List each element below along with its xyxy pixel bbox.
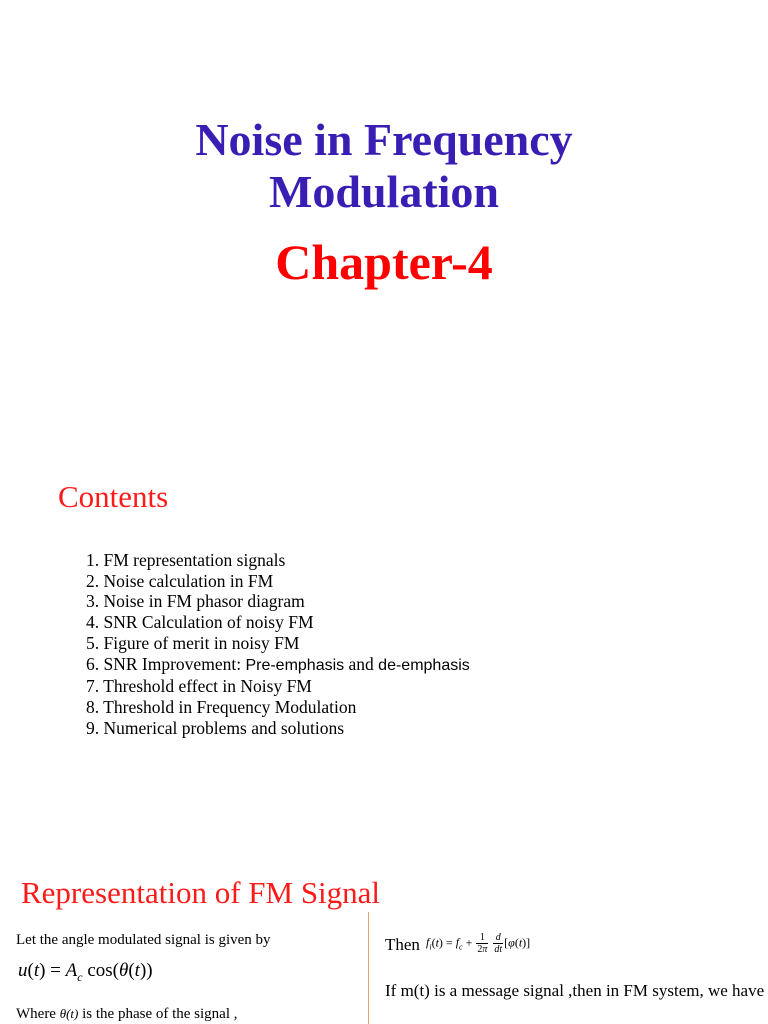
de-emphasis-term: de-emphasis <box>378 656 470 674</box>
contents-item <box>86 654 470 677</box>
contents-item: 2. Noise calculation in FM <box>86 570 274 591</box>
contents-item: 4. SNR Calculation of noisy FM <box>86 612 314 633</box>
contents-item: 7. Threshold effect in Noisy FM <box>86 676 312 697</box>
contents-item: 8. Threshold in Frequency Modulation <box>86 696 357 717</box>
contents-item: 1. FM representation signals <box>86 550 286 570</box>
contents-item: 5. Figure of merit in noisy FM <box>86 632 300 653</box>
message-signal-text: If m(t) is a message signal ,then in FM system, we have <box>385 981 765 1000</box>
where-text <box>16 1004 238 1024</box>
intro-text: Let the angle modulated signal is given by <box>16 932 271 948</box>
section-heading: Representation of FM Signal <box>21 875 381 910</box>
contents-item-prefix: 6. SNR Improvement: <box>86 653 246 674</box>
column-divider <box>368 912 369 1024</box>
contents-item: 3. Noise in FM phasor diagram <box>86 591 305 612</box>
chapter-label: Chapter-4 <box>275 234 493 290</box>
contents-list <box>86 550 470 738</box>
fm-equation: $u(t) = A_c$ cos(θ(t)) <box>18 960 153 984</box>
then-label: Then <box>385 935 420 954</box>
contents-heading: Contents <box>58 479 169 514</box>
contents-item-connector: and <box>344 653 379 674</box>
title-line-1: Noise in Frequency <box>195 114 573 165</box>
contents-item: 9. Numerical problems and solutions <box>86 717 345 738</box>
theta-symbol: θ(t) <box>59 1006 79 1021</box>
pre-emphasis-term: Pre-emphasis <box>245 656 345 674</box>
where-prefix: Where <box>16 1006 60 1022</box>
title-line-2: Modulation <box>268 166 500 217</box>
instantaneous-frequency-equation: $f_i(t) = f_c$ + $\frac{1}{2\pi}$ $\frac{d}{dt}$ [φ(t)] <box>426 932 531 955</box>
where-suffix: is the phase of the signal , <box>78 1006 238 1022</box>
